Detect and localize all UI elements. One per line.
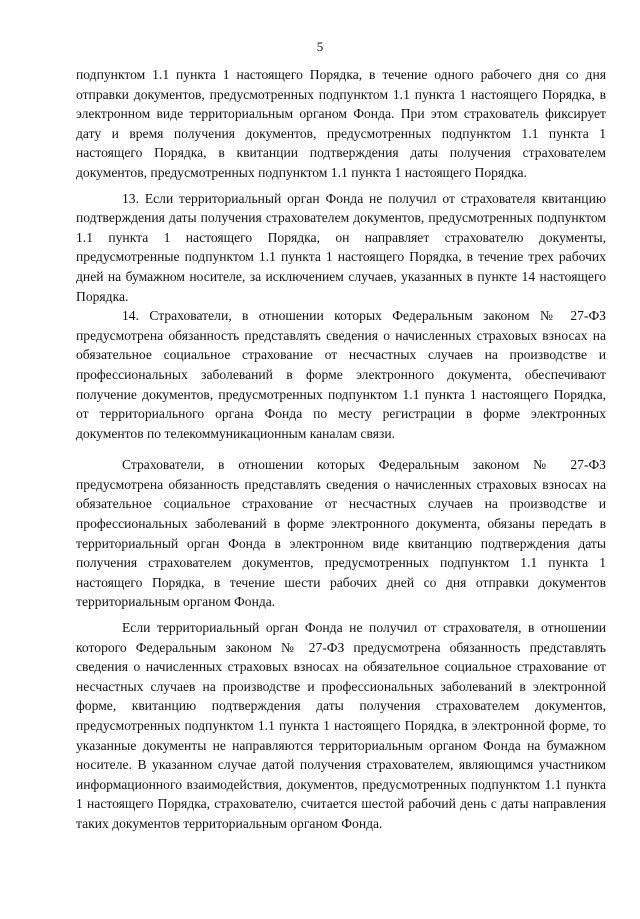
paragraph-continuation: подпунктом 1.1 пункта 1 настоящего Порядка, в течение одного рабочего дня со дня отправки документов, предусмотренных подпунктом 1.1 пункта 1 настоящего Порядка, в электронном виде территориальным органом Фонда. При этом страхователь фиксирует дату и время получения документов, предусмотренных подпунктом 1.1 пункта 1 настоящего Порядка, в квитанции подтверждения даты получения страхователем документов, предусмотренных подпунктом 1.1 пункта 1 настоящего Порядка.: [76, 67, 606, 180]
paragraph-14: 14. Страхователи, в отношении которых Федеральным законом № 27-ФЗ предусмотрена обязанность представлять сведения о начисленных страховых взносах на обязательное социальное страхование от несчастных случаев на производстве и профессиональных заболеваний в форме электронного документа, обеспечивают получение документов, предусмотренных подпунктом 1.1 пункта 1 настоящего Порядка, от территориального органа Фонда по месту регистрации в форме электронных документов по телекоммуникационным каналам связи.: [76, 308, 606, 441]
paragraph-14-part-2: Страхователи, в отношении которых Федеральным законом № 27-ФЗ предусмотрена обязанность представлять сведения о начисленных страховых взносах на обязательное социальное страхование от несчастных случаев на производстве и профессиональных заболеваний в форме электронного документа, обязаны передать в территориальный орган Фонда в электронном виде квитанцию подтверждения даты получения страхователем документов, предусмотренных подпунктом 1.1 пункта 1 настоящего Порядка, в течение шести рабочих дней со дня отправки документов территориальным органом Фонда.: [76, 457, 606, 610]
paragraph-14-part-3: Если территориальный орган Фонда не получил от страхователя, в отношении которого Федеральным законом № 27-ФЗ предусмотрена обязанность представлять сведения о начисленных страховых взносах на обязательное социальное страхование от несчастных случаев на производстве и профессиональных заболеваний в электронной форме, квитанцию подтверждения даты получения страхователем документов, предусмотренных подпунктом 1.1 пункта 1 настоящего Порядка, в электронной форме, то указанные документы не направляются территориальным органом Фонда на бумажном носителе. В указанном случае датой получения страхователем, являющимся участником информационного взаимодействия, документов, предусмотренных подпунктом 1.1 пункта 1 настоящего Порядка, страхователю, считается шестой рабочий день с даты направления таких документов территориальным органом Фонда.: [76, 620, 606, 831]
page-number: 5: [316, 39, 324, 54]
document-body: [76, 65, 606, 834]
paragraph-13: 13. Если территориальный орган Фонда не получил от страхователя квитанцию подтверждения даты получения страхователем документов, предусмотренных подпунктом 1.1 пункта 1 настоящего Порядка, он направляет страхователю документы, предусмотренные подпунктом 1.1 пункта 1 настоящего Порядка, в течение трех рабочих дней на бумажном носителе, за исключением случаев, указанных в пункте 14 настоящего Порядка.: [76, 190, 606, 304]
